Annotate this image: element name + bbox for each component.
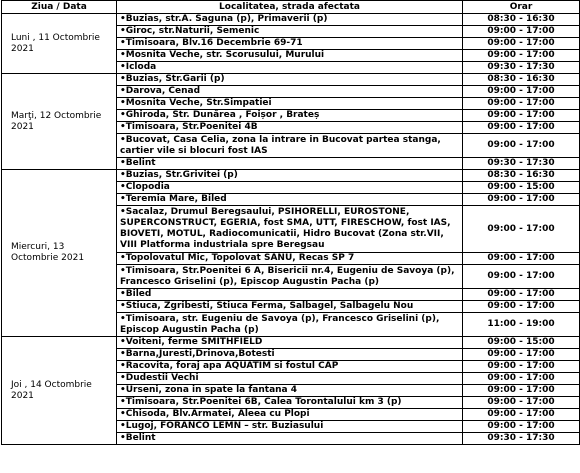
location-cell: •Topolovatul Mic, Topolovat SANU, Recas SP 7	[117, 253, 463, 265]
location-cell: •Dudestii Vechi	[117, 373, 463, 385]
hours-cell: 09:00 - 17:00	[463, 253, 580, 265]
hours-cell: 09:00 - 17:00	[463, 361, 580, 373]
location-cell: •Urseni, zona in spate la fantana 4	[117, 385, 463, 397]
location-cell: •Mosnita Veche, str. Scorusului, Murului	[117, 50, 463, 62]
hours-cell: 11:00 - 19:00	[463, 313, 580, 337]
day-date-cell: Marţi, 12 Octombrie 2021	[2, 74, 117, 170]
day-date-cell: Luni , 11 Octombrie 2021	[2, 14, 117, 74]
header-day: Ziua / Data	[2, 1, 117, 14]
hours-cell: 09:30 - 17:30	[463, 158, 580, 170]
location-cell: •Timisoara, str. Eugeniu de Savoya (p), Francesco Griselini (p), Episcop Augustin Pacha (p)	[117, 313, 463, 337]
hours-cell: 09:00 - 17:00	[463, 289, 580, 301]
day-date-cell: Miercuri, 13 Octombrie 2021	[2, 170, 117, 337]
hours-cell: 09:00 - 17:00	[463, 265, 580, 289]
location-cell: •Mosnita Veche, Str.Simpatiei	[117, 98, 463, 110]
hours-cell: 09:00 - 17:00	[463, 194, 580, 206]
location-cell: •Buzias, Str.Grivitei (p)	[117, 170, 463, 182]
hours-cell: 09:00 - 17:00	[463, 421, 580, 433]
table-row	[2, 170, 580, 182]
location-cell: •Chisoda, Blv.Armatei, Aleea cu Plopi	[117, 409, 463, 421]
schedule-body	[2, 14, 580, 445]
location-cell: •Lugoj, FORANCO LEMN – str. Buziasului	[117, 421, 463, 433]
hours-cell: 09:00 - 17:00	[463, 50, 580, 62]
hours-cell: 08:30 - 16:30	[463, 14, 580, 26]
hours-cell: 08:30 - 16:30	[463, 74, 580, 86]
location-cell: •Stiuca, Zgribesti, Stiuca Ferma, Salbagel, Salbagelu Nou	[117, 301, 463, 313]
location-cell: •Icloda	[117, 62, 463, 74]
hours-cell: 09:00 - 17:00	[463, 385, 580, 397]
table-row	[2, 14, 580, 26]
location-cell: •Darova, Cenad	[117, 86, 463, 98]
day-date-cell: Joi , 14 Octombrie 2021	[2, 337, 117, 445]
location-cell: •Clopodia	[117, 182, 463, 194]
hours-cell: 09:00 - 17:00	[463, 98, 580, 110]
location-cell: •Timisoara, Blv.16 Decembrie 69-71	[117, 38, 463, 50]
table-row	[2, 337, 580, 349]
hours-cell: 09:00 - 17:00	[463, 86, 580, 98]
location-cell: •Barna,Juresti,Drinova,Botesti	[117, 349, 463, 361]
location-cell: •Belint	[117, 158, 463, 170]
hours-cell: 09:00 - 17:00	[463, 373, 580, 385]
location-cell: •Biled	[117, 289, 463, 301]
location-cell: •Teremia Mare, Biled	[117, 194, 463, 206]
hours-cell: 09:00 - 17:00	[463, 409, 580, 421]
location-cell: •Racovita, foraj apa AQUATIM si fostul CAP	[117, 361, 463, 373]
hours-cell: 09:00 - 17:00	[463, 301, 580, 313]
location-cell: •Belint	[117, 433, 463, 445]
location-cell: •Bucovat, Casa Celia, zona la intrare in Bucovat partea stanga, cartier vile si blocuri fost IAS	[117, 134, 463, 158]
hours-cell: 09:00 - 17:00	[463, 206, 580, 253]
header-location: Localitatea, strada afectata	[117, 1, 463, 14]
hours-cell: 09:00 - 17:00	[463, 110, 580, 122]
header-hours: Orar	[463, 1, 580, 14]
hours-cell: 09:00 - 17:00	[463, 349, 580, 361]
hours-cell: 08:30 - 16:30	[463, 170, 580, 182]
hours-cell: 09:00 - 17:00	[463, 134, 580, 158]
location-cell: •Giroc, str.Naturii, Semenic	[117, 26, 463, 38]
hours-cell: 09:00 - 17:00	[463, 38, 580, 50]
header-row	[2, 1, 580, 14]
location-cell: •Voiteni, ferme SMITHFIELD	[117, 337, 463, 349]
location-cell: •Timisoara, Str.Poenitei 4B	[117, 122, 463, 134]
hours-cell: 09:00 - 17:00	[463, 397, 580, 409]
location-cell: •Sacalaz, Drumul Beregsaului, PSIHORELLI, EUROSTONE, SUPERCONSTRUCT, EGERIA, fost SMA, UTT, FIRESCHOW, fost IAS, BIOVETI, MOTUL, Radiocomunicatii, Hidro Bucovat (Zona str.VII, VIII Platforma industriala spre Beregsau	[117, 206, 463, 253]
location-cell: •Timisoara, Str.Poenitei 6B, Calea Torontalului km 3 (p)	[117, 397, 463, 409]
outage-schedule-table	[1, 0, 580, 445]
location-cell: •Buzias, str.A. Saguna (p), Primaverii (p)	[117, 14, 463, 26]
hours-cell: 09:00 - 17:00	[463, 122, 580, 134]
location-cell: •Buzias, Str.Garii (p)	[117, 74, 463, 86]
hours-cell: 09:00 - 17:00	[463, 26, 580, 38]
hours-cell: 09:00 - 15:00	[463, 182, 580, 194]
table-row	[2, 74, 580, 86]
location-cell: •Timisoara, Str.Poenitei 6 A, Bisericii nr.4, Eugeniu de Savoya (p), Francesco Griselini (p), Episcop Augustin Pacha (p)	[117, 265, 463, 289]
hours-cell: 09:30 - 17:30	[463, 433, 580, 445]
hours-cell: 09:00 - 15:00	[463, 337, 580, 349]
location-cell: •Ghiroda, Str. Dunărea , Foișor , Brateș	[117, 110, 463, 122]
hours-cell: 09:30 - 17:30	[463, 62, 580, 74]
